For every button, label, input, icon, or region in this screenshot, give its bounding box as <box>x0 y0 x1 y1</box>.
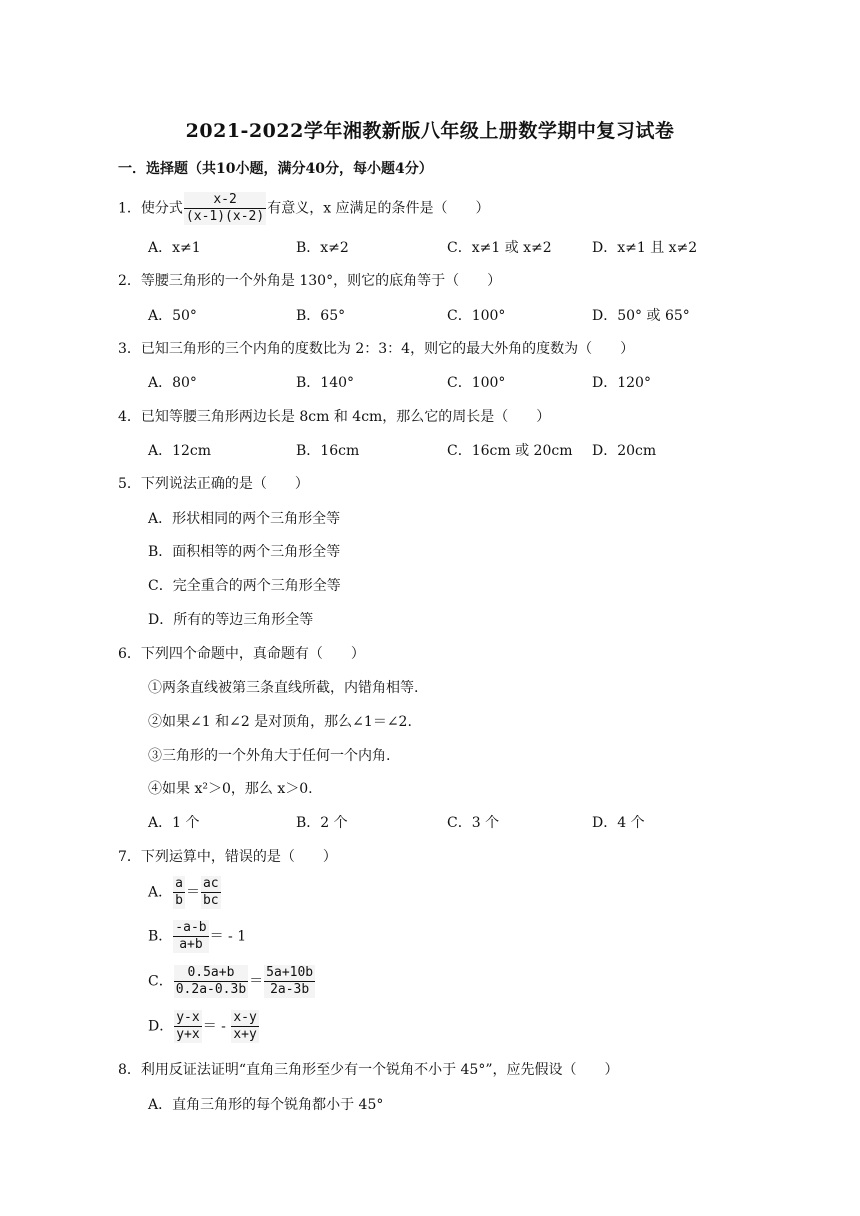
q1-option-c: C．x≠1 或 x≠2 <box>447 240 552 256</box>
q2-option-c: C．100° <box>447 308 506 324</box>
q2-option-d: D．50° 或 65° <box>592 308 690 324</box>
q3-option-c: C．100° <box>447 375 506 391</box>
q6-option-c: C．3 个 <box>447 815 500 831</box>
q5-option-d: D．所有的等边三角形全等 <box>148 612 314 628</box>
q2-option-b: B．65° <box>296 308 346 324</box>
q6-statement-2: ②如果∠1 和∠2 是对顶角，那么∠1＝∠2. <box>148 714 412 730</box>
q7-option-a: A． $\frac{a}{b}$ ＝ $\frac{ac}{bc}$ <box>148 876 219 908</box>
q6-option-b: B．2 个 <box>296 815 348 831</box>
q5-option-c: C．完全重合的两个三角形全等 <box>148 578 341 594</box>
q4-option-b: B．16cm <box>296 443 360 459</box>
q5-option-a: A．形状相同的两个三角形全等 <box>148 511 341 527</box>
q7-option-b: B． $\frac{-a-b}{a+b}$ ＝ - 1 <box>148 920 247 952</box>
q8-option-a: A．直角三角形的每个锐角都小于 45° <box>148 1097 384 1113</box>
fraction: $\frac{y-x}{y+x}$ <box>176 1010 200 1042</box>
question-8: 8．利用反证法证明“直角三角形至少有一个锐角不小于 45°”，应先假设（ ） <box>118 1062 619 1078</box>
question-1 <box>118 192 490 225</box>
question-6: 6．下列四个命题中，真命题有（ ） <box>118 646 365 662</box>
q1-option-d: D．x≠1 且 x≠2 <box>592 240 698 256</box>
question-2: 2．等腰三角形的一个外角是 130°，则它的底角等于（ ） <box>118 273 502 289</box>
q5-option-b: B．面积相等的两个三角形全等 <box>148 544 341 560</box>
q7-option-c: C． $\frac{0.5a+b}{0.2a-0.3b}$ ＝ $\frac{5a+10b}{2a-3b}$ <box>148 965 314 997</box>
fraction: $\frac{x-y}{x+y}$ <box>233 1010 257 1042</box>
q3-option-d: D．120° <box>592 375 651 391</box>
q4-option-c: C．16cm 或 20cm <box>447 443 573 459</box>
q6-statement-1: ①两条直线被第三条直线所截，内错角相等. <box>148 680 419 696</box>
page-title: 2021-2022学年湘教新版八年级上册数学期中复习试卷 <box>185 120 675 142</box>
fraction: $\frac{5a+10b}{2a-3b}$ <box>266 965 314 997</box>
q4-option-d: D．20cm <box>592 443 657 459</box>
q2-option-a: A．50° <box>148 308 197 324</box>
q1-option-b: B．x≠2 <box>296 240 349 256</box>
question-3: 3．已知三角形的三个内角的度数比为 2：3：4，则它的最大外角的度数为（ ） <box>118 341 635 357</box>
fraction: $\frac{x-2}{(x-1)(x-2)}$ <box>185 192 265 224</box>
fraction: $\frac{ac}{bc}$ <box>202 876 219 908</box>
q6-option-a: A．1 个 <box>148 815 200 831</box>
q3-option-a: A．80° <box>148 375 197 391</box>
q6-statement-3: ③三角形的一个外角大于任何一个内角. <box>148 748 391 764</box>
q4-option-a: A．12cm <box>148 443 212 459</box>
fraction: $\frac{a}{b}$ <box>175 876 183 908</box>
q6-option-d: D．4 个 <box>592 815 645 831</box>
fraction: $\frac{0.5a+b}{0.2a-0.3b}$ <box>175 965 247 997</box>
section-heading: 一．选择题（共10小题，满分40分，每小题4分） <box>118 161 433 177</box>
question-1-suffix: 有意义，x 应满足的条件是（ ） <box>267 200 490 217</box>
q7-option-d: D． $\frac{y-x}{y+x}$ ＝ - $\frac{x-y}{x+y}$ <box>148 1010 257 1042</box>
question-5: 5．下列说法正确的是（ ） <box>118 476 309 492</box>
question-1-prefix: 1．使分式 <box>118 200 183 217</box>
q3-option-b: B．140° <box>296 375 355 391</box>
fraction: $\frac{-a-b}{a+b}$ <box>175 920 207 952</box>
question-4: 4．已知等腰三角形两边长是 8cm 和 4cm，那么它的周长是（ ） <box>118 409 551 425</box>
question-7: 7．下列运算中，错误的是（ ） <box>118 849 337 865</box>
q6-statement-4: ④如果 x²＞0，那么 x＞0. <box>148 781 313 797</box>
q1-option-a: A．x≠1 <box>148 240 201 256</box>
